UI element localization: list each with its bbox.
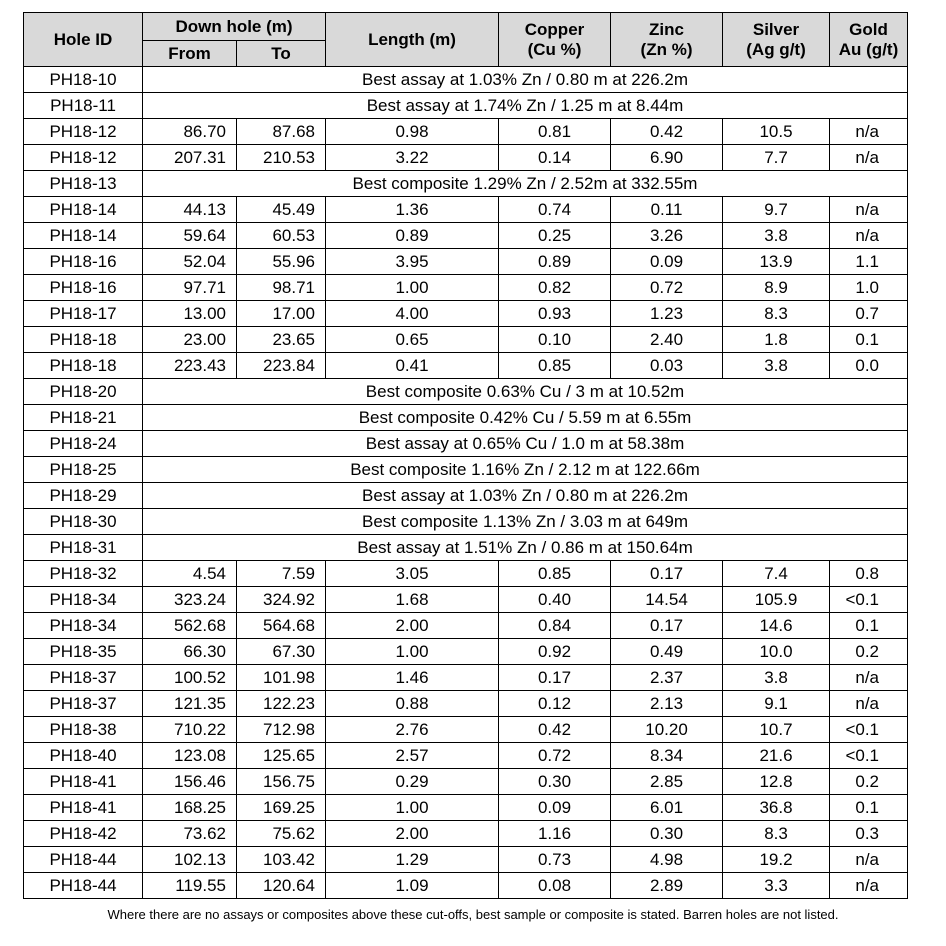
table-row <box>24 353 908 379</box>
cell-length: 2.76 <box>326 717 499 743</box>
cell-best-result-note: Best assay at 1.03% Zn / 0.80 m at 226.2m <box>143 67 908 93</box>
cell-from: 59.64 <box>143 223 237 249</box>
cell-copper: 0.93 <box>499 301 611 327</box>
cell-zinc: 4.98 <box>611 847 723 873</box>
cell-best-result-note: Best assay at 1.74% Zn / 1.25 m at 8.44m <box>143 93 908 119</box>
cell-zinc: 8.34 <box>611 743 723 769</box>
cell-from: 52.04 <box>143 249 237 275</box>
cell-to: 103.42 <box>237 847 326 873</box>
cell-copper: 0.14 <box>499 145 611 171</box>
cell-hole-id: PH18-44 <box>24 847 143 873</box>
header-length: Length (m) <box>326 13 499 67</box>
cell-length: 1.09 <box>326 873 499 899</box>
cell-length: 4.00 <box>326 301 499 327</box>
cell-hole-id: PH18-44 <box>24 873 143 899</box>
header-to: To <box>237 41 326 67</box>
cell-silver: 3.8 <box>723 665 830 691</box>
table-row <box>24 665 908 691</box>
cell-hole-id: PH18-24 <box>24 431 143 457</box>
cell-zinc: 0.49 <box>611 639 723 665</box>
table-row <box>24 67 908 93</box>
table-row <box>24 717 908 743</box>
cell-zinc: 2.37 <box>611 665 723 691</box>
table-footnote: Where there are no assays or composites above these cut-offs, best sample or composite is stated. Barren holes are not listed. <box>107 907 839 922</box>
cell-gold: n/a <box>830 145 908 171</box>
cell-zinc: 0.11 <box>611 197 723 223</box>
cell-from: 156.46 <box>143 769 237 795</box>
cell-from: 102.13 <box>143 847 237 873</box>
cell-copper: 0.17 <box>499 665 611 691</box>
cell-hole-id: PH18-30 <box>24 509 143 535</box>
cell-length: 1.68 <box>326 587 499 613</box>
cell-copper: 0.40 <box>499 587 611 613</box>
cell-hole-id: PH18-12 <box>24 119 143 145</box>
header-gold <box>830 13 908 67</box>
cell-from: 86.70 <box>143 119 237 145</box>
cell-copper: 0.82 <box>499 275 611 301</box>
cell-copper: 0.09 <box>499 795 611 821</box>
cell-zinc: 0.09 <box>611 249 723 275</box>
cell-length: 2.00 <box>326 821 499 847</box>
cell-silver: 8.3 <box>723 301 830 327</box>
cell-silver: 7.4 <box>723 561 830 587</box>
cell-to: 7.59 <box>237 561 326 587</box>
cell-to: 23.65 <box>237 327 326 353</box>
table-row <box>24 197 908 223</box>
table-row <box>24 405 908 431</box>
cell-hole-id: PH18-31 <box>24 535 143 561</box>
cell-silver: 19.2 <box>723 847 830 873</box>
cell-to: 122.23 <box>237 691 326 717</box>
cell-length: 2.00 <box>326 613 499 639</box>
cell-hole-id: PH18-40 <box>24 743 143 769</box>
cell-from: 73.62 <box>143 821 237 847</box>
cell-from: 119.55 <box>143 873 237 899</box>
cell-copper: 0.12 <box>499 691 611 717</box>
table-row <box>24 145 908 171</box>
cell-gold: 0.3 <box>830 821 908 847</box>
table-row <box>24 769 908 795</box>
header-hole-id: Hole ID <box>24 13 143 67</box>
cell-from: 13.00 <box>143 301 237 327</box>
table-row <box>24 743 908 769</box>
cell-length: 2.57 <box>326 743 499 769</box>
cell-from: 710.22 <box>143 717 237 743</box>
cell-gold: 0.2 <box>830 639 908 665</box>
cell-to: 223.84 <box>237 353 326 379</box>
cell-from: 100.52 <box>143 665 237 691</box>
cell-silver: 3.8 <box>723 223 830 249</box>
cell-silver: 14.6 <box>723 613 830 639</box>
cell-gold: 0.1 <box>830 613 908 639</box>
cell-zinc: 6.01 <box>611 795 723 821</box>
cell-hole-id: PH18-25 <box>24 457 143 483</box>
cell-to: 125.65 <box>237 743 326 769</box>
header-zinc-line1: Zinc <box>649 19 684 39</box>
cell-length: 0.88 <box>326 691 499 717</box>
cell-gold: 1.0 <box>830 275 908 301</box>
cell-copper: 0.08 <box>499 873 611 899</box>
cell-hole-id: PH18-18 <box>24 353 143 379</box>
header-from: From <box>143 41 237 67</box>
cell-gold: 0.8 <box>830 561 908 587</box>
cell-best-result-note: Best composite 0.42% Cu / 5.59 m at 6.55m <box>143 405 908 431</box>
cell-gold: n/a <box>830 691 908 717</box>
header-copper <box>499 13 611 67</box>
cell-length: 1.29 <box>326 847 499 873</box>
table-row <box>24 457 908 483</box>
cell-hole-id: PH18-37 <box>24 691 143 717</box>
cell-copper: 0.74 <box>499 197 611 223</box>
table-row <box>24 301 908 327</box>
table-row <box>24 691 908 717</box>
cell-copper: 1.16 <box>499 821 611 847</box>
cell-silver: 105.9 <box>723 587 830 613</box>
header-gold-line1: Gold <box>849 19 888 39</box>
cell-copper: 0.85 <box>499 561 611 587</box>
cell-from: 123.08 <box>143 743 237 769</box>
table-row <box>24 223 908 249</box>
table-row <box>24 847 908 873</box>
table-body <box>24 67 908 899</box>
cell-length: 1.36 <box>326 197 499 223</box>
cell-hole-id: PH18-35 <box>24 639 143 665</box>
cell-hole-id: PH18-34 <box>24 587 143 613</box>
cell-best-result-note: Best assay at 0.65% Cu / 1.0 m at 58.38m <box>143 431 908 457</box>
cell-gold: n/a <box>830 119 908 145</box>
cell-copper: 0.85 <box>499 353 611 379</box>
cell-gold: 1.1 <box>830 249 908 275</box>
cell-from: 44.13 <box>143 197 237 223</box>
table-row <box>24 587 908 613</box>
cell-to: 120.64 <box>237 873 326 899</box>
cell-zinc: 1.23 <box>611 301 723 327</box>
cell-zinc: 6.90 <box>611 145 723 171</box>
cell-silver: 10.5 <box>723 119 830 145</box>
cell-zinc: 14.54 <box>611 587 723 613</box>
cell-silver: 13.9 <box>723 249 830 275</box>
cell-copper: 0.10 <box>499 327 611 353</box>
cell-hole-id: PH18-16 <box>24 249 143 275</box>
cell-to: 712.98 <box>237 717 326 743</box>
cell-to: 67.30 <box>237 639 326 665</box>
table-row <box>24 639 908 665</box>
cell-length: 1.46 <box>326 665 499 691</box>
cell-copper: 0.72 <box>499 743 611 769</box>
cell-copper: 0.81 <box>499 119 611 145</box>
table-row <box>24 561 908 587</box>
cell-zinc: 2.40 <box>611 327 723 353</box>
cell-silver: 12.8 <box>723 769 830 795</box>
cell-hole-id: PH18-12 <box>24 145 143 171</box>
table-row <box>24 93 908 119</box>
cell-hole-id: PH18-42 <box>24 821 143 847</box>
cell-gold: n/a <box>830 847 908 873</box>
cell-hole-id: PH18-17 <box>24 301 143 327</box>
cell-silver: 9.7 <box>723 197 830 223</box>
header-gold-line2: Au (g/t) <box>838 39 899 59</box>
cell-gold: 0.0 <box>830 353 908 379</box>
cell-from: 323.24 <box>143 587 237 613</box>
header-zinc <box>611 13 723 67</box>
cell-hole-id: PH18-11 <box>24 93 143 119</box>
cell-to: 564.68 <box>237 613 326 639</box>
cell-best-result-note: Best composite 1.16% Zn / 2.12 m at 122.66m <box>143 457 908 483</box>
cell-copper: 0.30 <box>499 769 611 795</box>
cell-silver: 10.0 <box>723 639 830 665</box>
cell-hole-id: PH18-18 <box>24 327 143 353</box>
cell-from: 223.43 <box>143 353 237 379</box>
cell-gold: n/a <box>830 873 908 899</box>
table-row <box>24 483 908 509</box>
cell-to: 210.53 <box>237 145 326 171</box>
cell-zinc: 0.17 <box>611 561 723 587</box>
cell-copper: 0.73 <box>499 847 611 873</box>
cell-gold: n/a <box>830 197 908 223</box>
table-row <box>24 275 908 301</box>
cell-to: 98.71 <box>237 275 326 301</box>
cell-gold: 0.7 <box>830 301 908 327</box>
cell-zinc: 0.42 <box>611 119 723 145</box>
cell-zinc: 2.89 <box>611 873 723 899</box>
cell-to: 60.53 <box>237 223 326 249</box>
cell-from: 23.00 <box>143 327 237 353</box>
cell-hole-id: PH18-32 <box>24 561 143 587</box>
header-silver-line2: (Ag g/t) <box>746 39 806 59</box>
cell-length: 1.00 <box>326 795 499 821</box>
cell-to: 17.00 <box>237 301 326 327</box>
cell-hole-id: PH18-37 <box>24 665 143 691</box>
header-copper-line1: Copper <box>524 19 585 39</box>
cell-gold: 0.1 <box>830 327 908 353</box>
cell-from: 97.71 <box>143 275 237 301</box>
table-row <box>24 379 908 405</box>
cell-gold: <0.1 <box>830 743 908 769</box>
header-silver-line1: Silver <box>752 19 800 39</box>
cell-length: 0.98 <box>326 119 499 145</box>
table-row <box>24 535 908 561</box>
cell-best-result-note: Best assay at 1.51% Zn / 0.86 m at 150.64m <box>143 535 908 561</box>
cell-zinc: 3.26 <box>611 223 723 249</box>
cell-from: 66.30 <box>143 639 237 665</box>
cell-zinc: 2.13 <box>611 691 723 717</box>
table-row <box>24 795 908 821</box>
cell-length: 3.22 <box>326 145 499 171</box>
header-copper-line2: (Cu %) <box>527 39 582 59</box>
cell-hole-id: PH18-16 <box>24 275 143 301</box>
cell-best-result-note: Best composite 0.63% Cu / 3 m at 10.52m <box>143 379 908 405</box>
cell-gold: 0.2 <box>830 769 908 795</box>
cell-silver: 9.1 <box>723 691 830 717</box>
table-row <box>24 171 908 197</box>
cell-length: 0.65 <box>326 327 499 353</box>
cell-length: 3.95 <box>326 249 499 275</box>
cell-silver: 36.8 <box>723 795 830 821</box>
cell-from: 121.35 <box>143 691 237 717</box>
header-down-hole: Down hole (m) <box>143 13 326 41</box>
cell-length: 0.89 <box>326 223 499 249</box>
table-row <box>24 327 908 353</box>
cell-best-result-note: Best composite 1.29% Zn / 2.52m at 332.55m <box>143 171 908 197</box>
cell-from: 562.68 <box>143 613 237 639</box>
table-row <box>24 119 908 145</box>
cell-silver: 21.6 <box>723 743 830 769</box>
cell-length: 1.00 <box>326 639 499 665</box>
cell-length: 3.05 <box>326 561 499 587</box>
cell-to: 101.98 <box>237 665 326 691</box>
cell-silver: 3.8 <box>723 353 830 379</box>
cell-silver: 8.3 <box>723 821 830 847</box>
table-row <box>24 613 908 639</box>
cell-copper: 0.89 <box>499 249 611 275</box>
cell-zinc: 0.30 <box>611 821 723 847</box>
cell-hole-id: PH18-13 <box>24 171 143 197</box>
cell-hole-id: PH18-38 <box>24 717 143 743</box>
cell-copper: 0.42 <box>499 717 611 743</box>
cell-copper: 0.25 <box>499 223 611 249</box>
cell-gold: n/a <box>830 665 908 691</box>
cell-hole-id: PH18-20 <box>24 379 143 405</box>
cell-silver: 1.8 <box>723 327 830 353</box>
table-row <box>24 249 908 275</box>
assay-results-table <box>23 12 908 899</box>
table-row <box>24 431 908 457</box>
cell-hole-id: PH18-34 <box>24 613 143 639</box>
cell-best-result-note: Best composite 1.13% Zn / 3.03 m at 649m <box>143 509 908 535</box>
table-row <box>24 873 908 899</box>
cell-zinc: 2.85 <box>611 769 723 795</box>
cell-best-result-note: Best assay at 1.03% Zn / 0.80 m at 226.2m <box>143 483 908 509</box>
header-zinc-line2: (Zn %) <box>640 39 693 59</box>
table-row <box>24 821 908 847</box>
cell-length: 0.41 <box>326 353 499 379</box>
cell-hole-id: PH18-21 <box>24 405 143 431</box>
table-row <box>24 509 908 535</box>
cell-silver: 8.9 <box>723 275 830 301</box>
cell-to: 87.68 <box>237 119 326 145</box>
cell-hole-id: PH18-14 <box>24 223 143 249</box>
table-header <box>24 13 908 67</box>
cell-zinc: 0.17 <box>611 613 723 639</box>
cell-from: 207.31 <box>143 145 237 171</box>
cell-hole-id: PH18-41 <box>24 769 143 795</box>
cell-copper: 0.92 <box>499 639 611 665</box>
cell-gold: 0.1 <box>830 795 908 821</box>
cell-zinc: 0.03 <box>611 353 723 379</box>
cell-hole-id: PH18-14 <box>24 197 143 223</box>
header-silver <box>723 13 830 67</box>
cell-to: 45.49 <box>237 197 326 223</box>
cell-hole-id: PH18-10 <box>24 67 143 93</box>
cell-to: 55.96 <box>237 249 326 275</box>
cell-gold: <0.1 <box>830 587 908 613</box>
cell-gold: <0.1 <box>830 717 908 743</box>
cell-zinc: 10.20 <box>611 717 723 743</box>
cell-silver: 10.7 <box>723 717 830 743</box>
cell-from: 4.54 <box>143 561 237 587</box>
cell-from: 168.25 <box>143 795 237 821</box>
cell-hole-id: PH18-41 <box>24 795 143 821</box>
cell-length: 1.00 <box>326 275 499 301</box>
cell-to: 169.25 <box>237 795 326 821</box>
cell-to: 75.62 <box>237 821 326 847</box>
cell-length: 0.29 <box>326 769 499 795</box>
cell-hole-id: PH18-29 <box>24 483 143 509</box>
cell-silver: 7.7 <box>723 145 830 171</box>
cell-copper: 0.84 <box>499 613 611 639</box>
cell-gold: n/a <box>830 223 908 249</box>
cell-to: 156.75 <box>237 769 326 795</box>
cell-to: 324.92 <box>237 587 326 613</box>
cell-zinc: 0.72 <box>611 275 723 301</box>
cell-silver: 3.3 <box>723 873 830 899</box>
